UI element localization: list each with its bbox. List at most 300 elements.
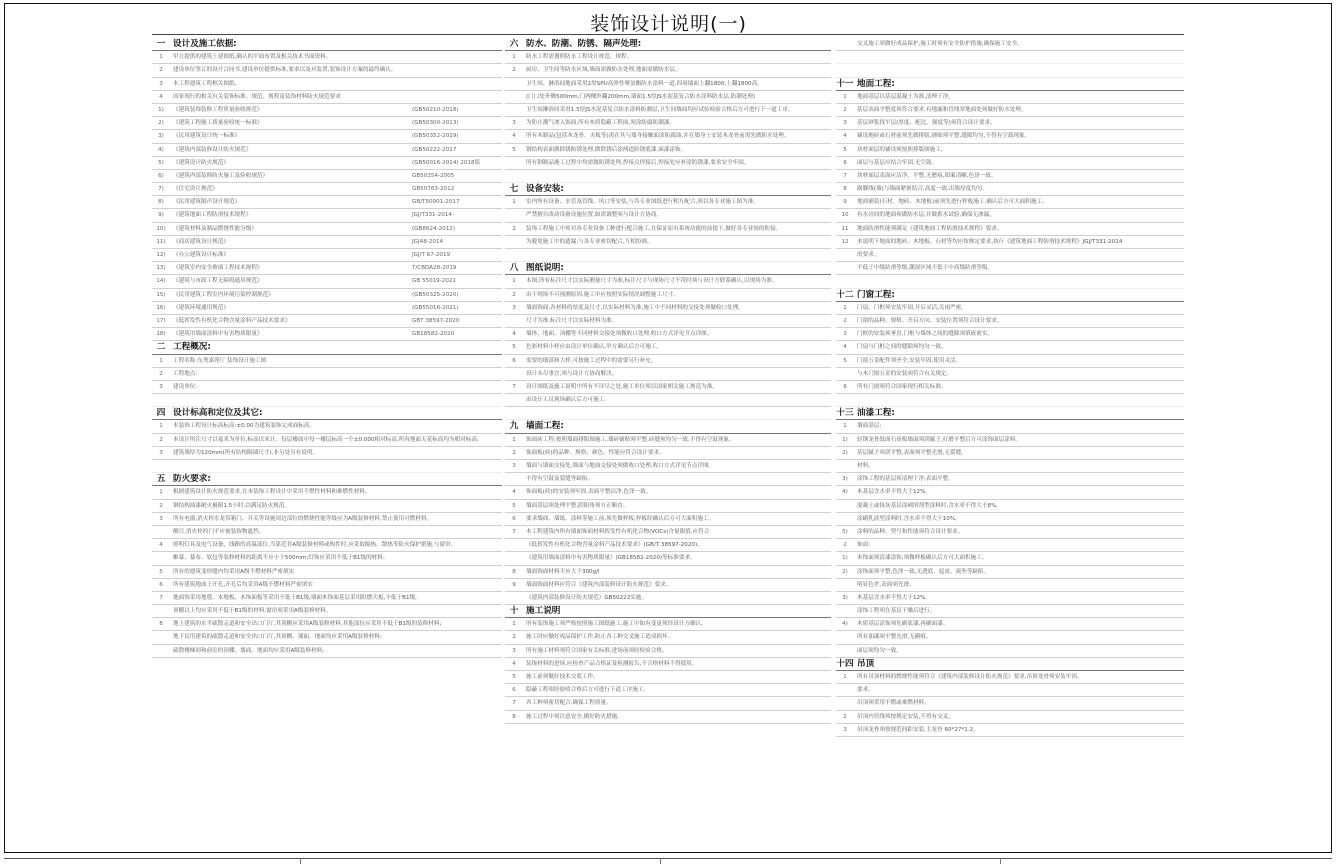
item-text: 所有的建筑变形缝内均采用A级不燃材料严密填实	[173, 568, 295, 575]
item-text: 《建筑材料及制品燃烧性能分级》	[173, 225, 257, 232]
item-text: 所有建筑地面上开孔,开孔后均采用A级不燃材料严密填实	[173, 581, 313, 588]
spec-row	[836, 724, 1184, 737]
section-heading	[836, 658, 1184, 671]
item-text: 的要求。	[857, 252, 880, 258]
spec-row	[152, 249, 502, 262]
item-text: 地面饰采用地毯、木地板、木饰面板等采用不低于B1级,墙面木饰面基层采用阻燃大板,不低于B1级,	[173, 594, 417, 601]
spec-row	[505, 196, 831, 209]
item-text: 《建筑内部装修设计防火规范》GB50222实施。	[526, 594, 648, 601]
item-text: 建设单位:	[173, 383, 198, 390]
item-number: 10	[841, 212, 849, 219]
item-number: 9	[843, 199, 847, 206]
section-title: 油漆工程:	[857, 408, 895, 419]
item-number	[505, 592, 523, 604]
item-number: 3	[843, 120, 847, 127]
item-number: 1	[843, 423, 847, 430]
item-number	[505, 315, 523, 327]
section-heading	[152, 473, 502, 486]
item-number: 4	[159, 542, 163, 549]
item-text: 门窗五金配件须齐全,安装牢固,使用灵活。	[857, 357, 962, 364]
item-text: 基层表面平整度须符合要求,有地漏和管线穿地面处须做好防水处理。	[857, 106, 1027, 113]
item-number: 3	[159, 383, 163, 390]
spec-row	[836, 579, 1184, 592]
item-number: 二	[156, 342, 166, 353]
spec-row	[152, 289, 502, 302]
item-number: 6	[843, 383, 847, 390]
column-left	[152, 38, 502, 658]
spec-row	[836, 209, 1184, 222]
item-text: 与木门窗五金的安装须符合有关规定。	[857, 370, 953, 377]
item-number	[152, 394, 170, 406]
item-text: 隐蔽工程须经验收合格后方可进行下道工序施工。	[526, 687, 650, 694]
section-title: 防水、防潮、防锈、隔声处理:	[526, 39, 642, 49]
item-text: 《建筑与市政工程无障碍通用规范》	[173, 278, 263, 285]
spec-row	[152, 183, 502, 196]
spec-row	[836, 631, 1184, 644]
item-number: 6	[512, 357, 516, 364]
item-number: 1	[512, 278, 516, 285]
item-text: 面层须均匀一致。	[857, 647, 902, 654]
item-text: 本说明下地面的地砖、木地板、石材等均应按规定要求,执行《建筑地面工程防滑技术规程》JGJ/T331-2014	[857, 238, 1123, 245]
item-text	[170, 394, 502, 406]
item-number: 1	[843, 304, 847, 311]
item-text: 各工种须密切配合,确保工程质量。	[526, 700, 612, 707]
spec-row	[836, 513, 1184, 526]
item-number: 8)	[158, 199, 164, 206]
item-text: 所有油漆须平整光滑,无刷痕。	[857, 634, 932, 641]
item-number: 3	[843, 331, 847, 338]
item-number: 5	[512, 502, 516, 509]
item-number: 2	[843, 317, 847, 324]
item-number	[836, 249, 854, 261]
item-number: 7	[512, 700, 516, 707]
item-text: 装饰材料的进场,应检查产品合格证及检测报告,不合格材料不得使用。	[526, 660, 698, 667]
item-text: 所有吊顶材料的燃烧性能须符合《建筑内部装修设计防火规范》要求,吊顶龙骨须安装牢固。	[857, 674, 1083, 680]
spec-row	[505, 407, 831, 420]
item-text: 厨房、卫生间等防水区域,墙面需做防水处理,地面需做防水层。	[526, 67, 681, 74]
item-number	[505, 157, 523, 169]
spec-row	[505, 249, 831, 262]
item-text: 墙体、地面、顶棚等不同材料交接处须做收口处理,收口方式详见节点详图。	[526, 331, 713, 338]
item-text: 尺寸为准,标注尺寸以实际材料为准。	[526, 317, 618, 324]
spec-row	[152, 104, 502, 117]
item-number: 5)	[842, 528, 848, 535]
item-number: 3)	[842, 594, 848, 601]
item-number	[836, 631, 854, 643]
item-text: 《低挥发性有机化合物含量涂料产品技术要求》	[173, 317, 291, 324]
spec-row	[505, 104, 831, 117]
item-number: 6)	[158, 172, 164, 179]
section-heading	[505, 38, 831, 51]
item-number: 16)	[156, 304, 166, 311]
spec-row	[836, 170, 1184, 183]
item-number: 六	[509, 39, 519, 49]
spec-row	[836, 117, 1184, 130]
item-number: 4)	[842, 489, 848, 496]
standard-code: (GB50325-2020)	[412, 291, 459, 298]
spec-row	[836, 130, 1184, 143]
item-text: 墙面饰面材料不应大于300g/l	[526, 568, 600, 575]
item-text: 施工过程中须注意安全,做好防火措施。	[526, 713, 623, 720]
item-number: 7	[512, 383, 516, 390]
item-number: 10)	[156, 225, 166, 232]
item-text: 《民用建筑设计统一标准》	[173, 133, 241, 140]
section-heading	[836, 407, 1184, 420]
standard-code: GB50763-2012	[412, 186, 455, 193]
item-text	[170, 460, 502, 472]
spec-row	[836, 183, 1184, 196]
item-number: 十四	[836, 658, 854, 669]
item-number	[836, 645, 854, 657]
item-text: 地上建筑的水平疏散走道和安全出口门厅,其顶棚应采用A级装修材料,其他部位应采用不低于B1级的装修材料;	[173, 621, 442, 628]
spec-row	[152, 315, 502, 328]
spec-row	[836, 249, 1184, 262]
spec-row	[505, 500, 831, 513]
item-number: 2	[512, 225, 516, 232]
standard-code: GB/T50001-2017	[412, 199, 460, 206]
item-number	[505, 91, 523, 103]
standard-code: T/CBDA28-2019	[412, 265, 457, 272]
item-number: 4	[843, 133, 847, 140]
item-text: 需要的细部和大样,可按施工过程中的需要另行补充。	[526, 357, 657, 364]
item-text: 木饰面须清漆涂饰,须做样板确认后方可大面积施工。	[857, 555, 988, 562]
item-number: 十一	[836, 78, 854, 89]
item-text: 《建筑设计防火规范》	[173, 159, 229, 166]
spec-row	[505, 697, 831, 710]
item-number	[152, 552, 170, 564]
spec-row	[152, 302, 502, 315]
item-number: 5	[512, 146, 516, 153]
spec-row	[152, 262, 502, 275]
item-number: 2)	[842, 449, 848, 456]
spec-row	[836, 91, 1184, 104]
spec-row	[505, 355, 831, 368]
item-text: 涂饰工程的基层须清理干净,表面平整。	[857, 476, 954, 483]
item-number: 3	[512, 120, 516, 127]
item-text: 材料。	[857, 463, 874, 469]
standard-code: (GB50222-2017	[412, 146, 457, 153]
section-title: 图纸说明:	[526, 263, 564, 274]
item-number: 一	[156, 39, 166, 49]
item-text: 甲方提供的建筑土建图纸,确认的平面布置及相关技术书面资料。	[173, 54, 332, 61]
item-number: 7	[843, 172, 847, 179]
item-text	[854, 394, 1184, 406]
item-number	[836, 684, 854, 696]
spec-row	[152, 566, 502, 579]
spec-row	[152, 552, 502, 565]
item-number: 3	[159, 80, 163, 87]
spec-row	[836, 368, 1184, 381]
spec-row	[505, 671, 831, 684]
spec-row	[152, 236, 502, 249]
item-number: 7)	[158, 186, 164, 193]
spec-row	[836, 645, 1184, 658]
item-text: 为防止潮气渗入饰面,所有木质隐蔽工程面,须涂防腐防潮漆。	[526, 120, 675, 127]
item-number: 十二	[836, 289, 854, 300]
item-number: 3	[512, 463, 516, 469]
item-text: 不得有空鼓及裂缝等缺陷。	[526, 476, 594, 483]
spec-row	[836, 275, 1184, 288]
spec-row	[152, 460, 502, 473]
item-number	[505, 78, 523, 90]
spec-row	[152, 223, 502, 236]
item-text: 所有施工材料须符合国家有关标准,进场前须经检验合格。	[526, 647, 668, 654]
spec-row	[836, 381, 1184, 394]
spec-row	[152, 434, 502, 447]
item-text: 铺设地砖或石材前须先做排版,铺贴须平整,缝隙均匀,不得有空鼓现象。	[857, 133, 1031, 140]
item-text: 醒目,消火栓的门不应被装饰物遮挡。	[173, 528, 265, 535]
item-number	[836, 513, 854, 525]
item-number	[505, 539, 523, 551]
item-number: 8	[512, 568, 516, 575]
section-heading	[505, 420, 831, 433]
item-text: 本设计所注尺寸以毫米为单位,标高以米计。每层楼面中每一楼层标高一个±0.000相对标高,所有地面天花标高均为相对标高。	[173, 436, 483, 443]
spec-row	[836, 315, 1184, 328]
title-block-divider	[660, 858, 661, 864]
spec-row	[505, 302, 831, 315]
standard-code: JGJ48-2014	[412, 238, 444, 245]
spec-row	[505, 447, 831, 460]
item-number: 八	[509, 263, 519, 274]
spec-row	[836, 341, 1184, 354]
spec-row	[505, 394, 831, 407]
item-text: 地面基层以基层混凝土为准,清理干净。	[857, 93, 954, 100]
item-number: 2	[159, 67, 163, 74]
spec-row	[836, 157, 1184, 170]
item-text: 墙面饰面,各材料的厚度及尺寸,以实际材料为准,施工中不同材料的交接处须做收口处理。	[526, 304, 744, 311]
item-text: 《建筑装饰装修工程质量验收规范》	[173, 106, 263, 113]
item-text: 《建筑内部装修设计防火规范》	[173, 146, 252, 153]
standard-code: JGJ/T 67-2019	[412, 252, 451, 258]
item-number	[505, 249, 523, 261]
item-number: 四	[156, 408, 166, 419]
item-text: 建筑墙厚为120mm(所有结构隔墙尺寸),非另处另有说明。	[173, 449, 319, 456]
item-text: 吊顶内管线须按规定安装,不得有交叉。	[857, 713, 954, 720]
spec-row	[152, 605, 502, 618]
item-number: 4	[512, 489, 516, 496]
item-number: 17)	[156, 317, 166, 324]
item-text	[854, 275, 1184, 287]
standard-code: (GB50016-2014) 2018版	[412, 159, 481, 166]
item-number: 11	[841, 225, 849, 232]
item-number: 14)	[156, 278, 166, 285]
spec-row	[505, 236, 831, 249]
item-text: 《建筑室内安全玻璃工程技术规程》	[173, 265, 263, 272]
item-number	[505, 407, 523, 419]
section-heading	[505, 605, 831, 618]
spec-row	[152, 78, 502, 91]
spec-row	[836, 447, 1184, 460]
item-number: 2	[512, 67, 516, 74]
spec-row	[836, 302, 1184, 315]
spec-row	[152, 64, 502, 77]
item-number: 1)	[842, 555, 848, 562]
spec-row	[505, 170, 831, 183]
spec-row	[152, 513, 502, 526]
section-heading	[505, 183, 831, 196]
item-number: 4	[159, 93, 163, 100]
standard-code: GBT 38597-2020	[412, 317, 460, 324]
spec-row	[152, 486, 502, 499]
item-number	[152, 645, 170, 657]
section-title: 设计及施工依据:	[173, 39, 237, 49]
item-text	[523, 407, 831, 419]
item-text: 地下民用建筑的疏散走道和安全出口门厅,其顶棚、墙面、地面均应采用A级装修材料;	[173, 634, 382, 641]
item-text: 地面铺装(石材、地砖、木地板)前须先进行样板施工,确认后方可大面积施工。	[857, 199, 1048, 206]
item-number: 1	[512, 621, 516, 628]
item-text: 《办公建筑设计标准》	[173, 252, 229, 258]
item-number: 7	[512, 528, 516, 535]
spec-row	[836, 526, 1184, 539]
spec-row	[505, 64, 831, 77]
item-text: 所有钢制品施工过程中均需做防锈处理,焊接点焊接后,焊接处应补涂防锈漆,要求安全牢固。	[526, 159, 750, 166]
section-heading	[152, 407, 502, 420]
spec-row	[836, 262, 1184, 275]
spec-row	[152, 355, 502, 368]
item-number: 九	[509, 421, 519, 432]
item-text: 墙面基层:	[857, 423, 882, 430]
item-text: 块材面层的铺设须按照排版图施工。	[857, 146, 947, 153]
item-number: 4	[843, 344, 847, 351]
item-text: 施工时应做好成品保护工作,防止各工种交叉施工造成损坏。	[526, 634, 674, 641]
spec-row	[505, 552, 831, 565]
item-text: 墙面基层须处理平整,阴阳角须方正顺直。	[526, 502, 629, 509]
item-text: 轻钢龙骨纸面石膏板墙面须刮腻子,打磨平整后方可涂饰面层涂料。	[857, 436, 1021, 443]
spec-row	[152, 592, 502, 605]
item-text: 吊顶须采用不燃或难燃材料。	[857, 700, 930, 707]
standard-code: (GB50300-2013)	[412, 120, 459, 127]
item-text: 疏散楼梯间和前室的顶棚、墙面、地面均应采用A级装修材料;	[173, 647, 325, 654]
spec-row	[505, 539, 831, 552]
item-text: 木质基层涂饰须先刷底漆,再刷面漆。	[857, 621, 949, 628]
item-number: 6	[159, 581, 163, 588]
spec-row	[505, 473, 831, 486]
spec-row	[836, 394, 1184, 407]
item-text: 工程地点:	[173, 370, 198, 377]
item-number	[836, 262, 854, 274]
item-text: 明显色差,表面须光滑。	[857, 581, 915, 588]
spec-row	[505, 526, 831, 539]
item-text: 有水房间的地面须做防水层,并做蓄水试验,确保无渗漏。	[857, 212, 995, 219]
item-number: 十	[509, 606, 519, 617]
item-number	[152, 605, 170, 617]
spec-row	[152, 645, 502, 658]
sheet-title: 装饰设计说明(一)	[590, 13, 747, 35]
item-text: 门框的安装须垂直,门框与墙体之间的缝隙须填嵌密实。	[857, 331, 994, 338]
item-text: 国家现行的相关有关装饰标准、规范、规程及装饰材料防火规范要求	[173, 93, 341, 100]
item-number: 2)	[158, 120, 164, 127]
item-number: 6	[843, 159, 847, 166]
item-text	[523, 170, 831, 182]
spec-row	[836, 711, 1184, 724]
item-number	[836, 697, 854, 709]
section-heading	[836, 289, 1184, 302]
item-text	[854, 51, 1184, 63]
spec-row	[836, 434, 1184, 447]
spec-row	[836, 196, 1184, 209]
item-number: 5	[159, 568, 163, 575]
spec-row	[505, 513, 831, 526]
item-text: 涂饰面须平整,色泽一致,无透底、起皮、流坠等缺陷。	[857, 568, 990, 575]
spec-row	[152, 209, 502, 222]
item-text: 饰面板(砖)的安装须牢固,表面平整洁净,色泽一致。	[526, 489, 652, 496]
item-number: 8	[512, 713, 516, 720]
standard-code: GB50354-2005	[412, 172, 455, 179]
spec-row	[152, 51, 502, 64]
section-heading	[505, 262, 831, 275]
item-text: 室内所有设备、水管及管线、风口等安装,与各专业图纸进行相互配合,须以各专业施工图为准。	[526, 199, 759, 206]
item-number: 9)	[158, 212, 164, 219]
item-number: 5	[843, 146, 847, 153]
item-number: 1	[159, 357, 163, 364]
item-number	[836, 394, 854, 406]
spec-row	[505, 315, 831, 328]
spec-row	[152, 275, 502, 288]
item-number: 4)	[842, 621, 848, 628]
item-number: 七	[509, 184, 519, 195]
title-block-top-line	[4, 858, 1332, 859]
spec-row	[836, 144, 1184, 157]
spec-row	[505, 130, 831, 143]
item-text	[854, 64, 1184, 76]
item-number: 1	[843, 93, 847, 100]
item-text: 卫生间淋浴间采用1.5厚JS水泥基复合防水涂料防潮层,卫生间墙面均应试验检验合格后方可进行下一道工序。	[526, 106, 794, 113]
spec-row	[836, 671, 1184, 684]
spec-row	[836, 500, 1184, 513]
item-text: 混凝土或抹灰基层涂刷溶剂型涂料时,含水率不得大于8%。	[857, 502, 1002, 509]
item-number: 1	[512, 199, 516, 206]
spec-row	[152, 381, 502, 394]
item-number: 3	[512, 304, 516, 311]
section-title: 门窗工程:	[857, 289, 895, 300]
item-text: 《建筑工程施工质量验收统一标准》	[173, 120, 263, 127]
title-rule	[152, 34, 1184, 35]
item-number: 1	[159, 423, 163, 430]
item-text: 顶棚以上均应采用不低于B1级的材料,窗帘须采用A级装修材料。	[173, 608, 332, 615]
item-number: 2	[159, 502, 163, 509]
item-number: 1	[843, 674, 847, 680]
item-number: 18)	[156, 331, 166, 338]
section-title: 防火要求:	[173, 474, 211, 485]
spec-row	[152, 579, 502, 592]
item-number: 9	[512, 581, 516, 588]
spec-row	[505, 144, 831, 157]
spec-row	[152, 130, 502, 143]
item-text: 由于现场不可预测原因,施工中应按照实际情况调整施工尺寸。	[526, 291, 679, 298]
item-number: 4	[512, 660, 516, 667]
item-number	[836, 38, 854, 50]
spec-row	[836, 420, 1184, 433]
spec-row	[836, 618, 1184, 631]
item-number	[836, 605, 854, 617]
item-text: 涂刷乳液型涂料时,含水率不得大于10%。	[857, 515, 961, 522]
item-text: 不低于中级防滑等级,潮湿区域不低于中高级防滑等级。	[857, 265, 994, 272]
item-text: 饰面板(砖)的品种、规格、颜色、性能应符合设计要求。	[526, 449, 665, 456]
item-text: 涂料的品种、型号和性能须符合设计要求。	[857, 528, 964, 535]
item-text: 根据建筑设计防火规范要求,在本装饰工程设计中采用不燃性材料和难燃性材料。	[173, 489, 371, 496]
item-number: 2	[512, 634, 516, 641]
item-text: 防水工程需遵照防水工程设计规范、规程。	[526, 54, 633, 61]
item-number	[836, 275, 854, 287]
spec-row	[152, 420, 502, 433]
item-number: 1)	[158, 106, 164, 113]
item-text: 《建筑用墙面涂料中有害物质限量》	[173, 331, 263, 338]
spec-row	[836, 684, 1184, 697]
item-text: 卫生间、淋浴间地面采用2厚SPU高弹性聚氨酯防水涂料一道,四周墙面上翻1800,上翻1800高。	[526, 80, 763, 87]
spec-row	[505, 592, 831, 605]
spec-row	[152, 631, 502, 644]
item-number	[505, 394, 523, 406]
